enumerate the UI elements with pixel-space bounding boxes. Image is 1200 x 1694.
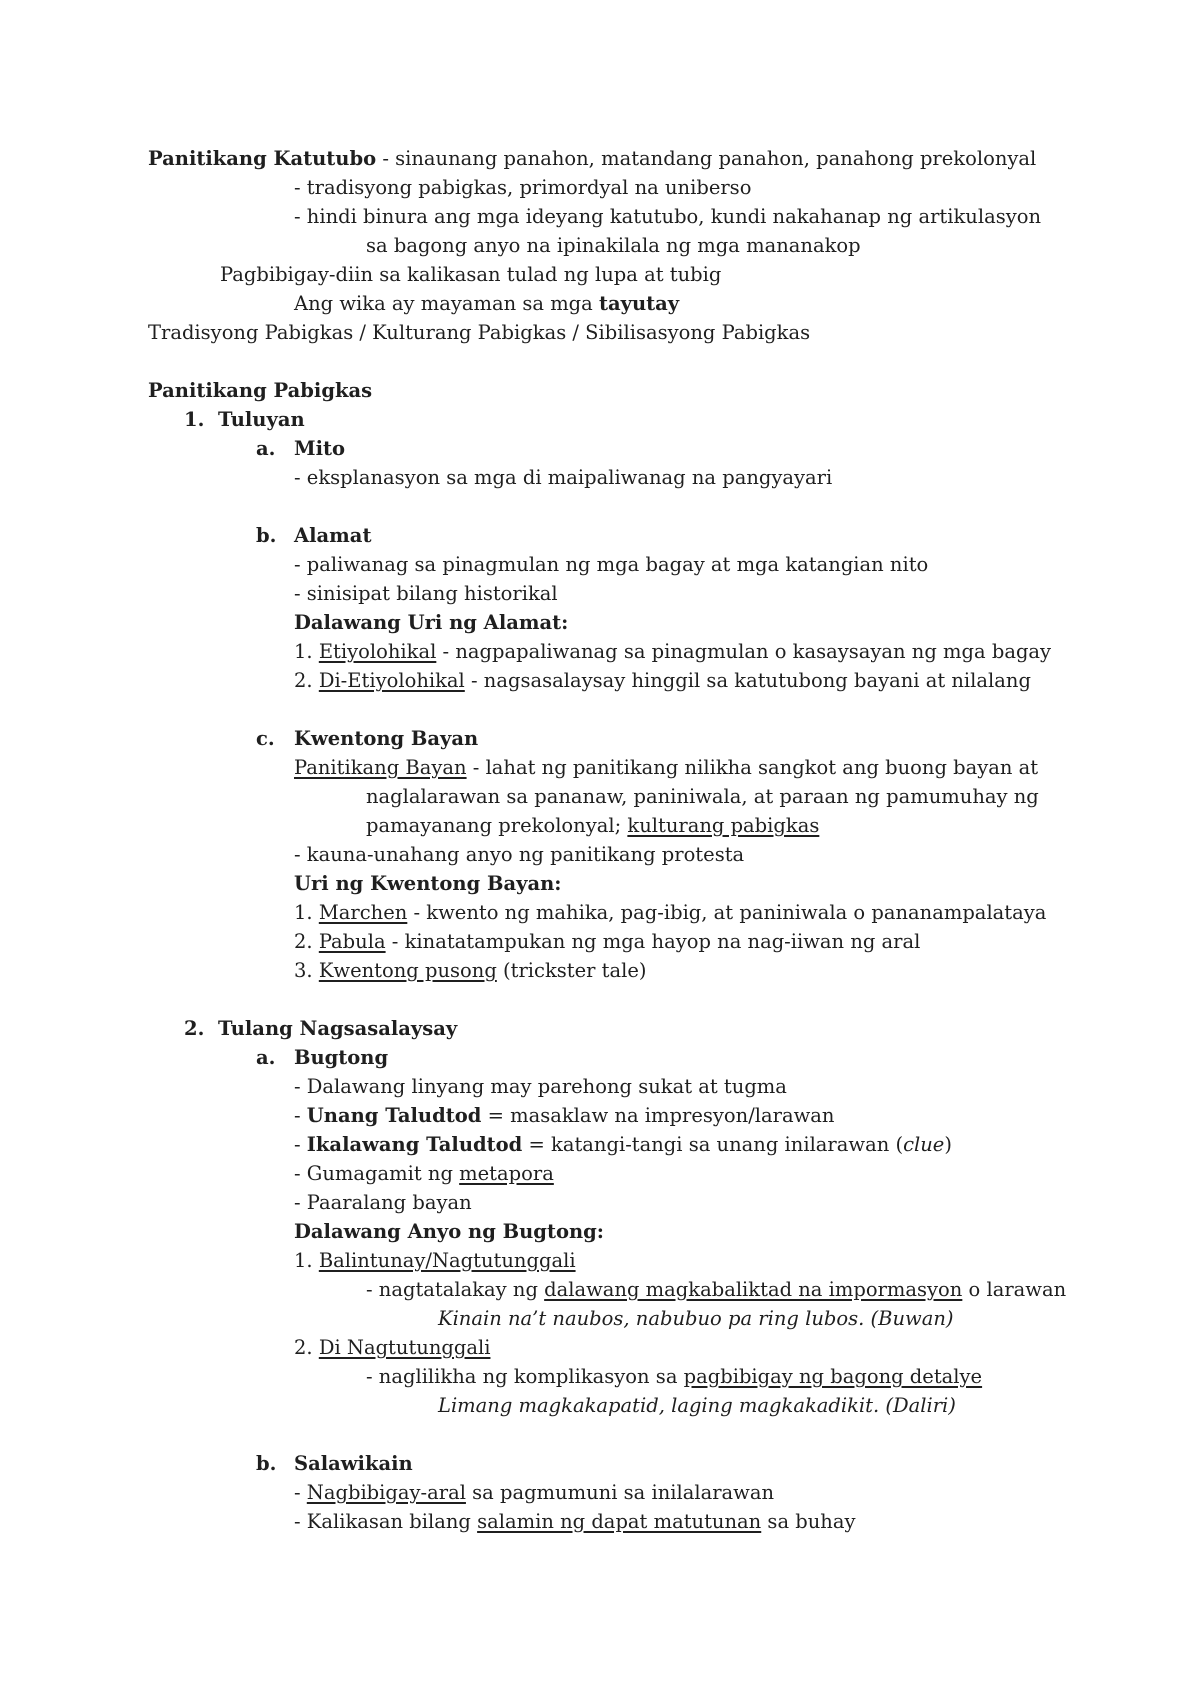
- bugtong-metapora: [294, 1162, 554, 1186]
- salawikain-desc-1: [294, 1481, 774, 1505]
- bugtong-anyo-2-num: 2.: [294, 1336, 313, 1359]
- bugtong-anyo-2-prefix: - naglilikha ng komplikasyon sa: [366, 1365, 684, 1388]
- intro-title-desc: - sinaunang panahon, matandang panahon, panahong prekolonyal: [382, 147, 1037, 170]
- alamat-type-2-name: Di-Etiyolohikal: [318, 669, 465, 692]
- kwentong-bayan-type-1: [294, 901, 1046, 925]
- bugtong-ikalawang-clue: clue: [903, 1133, 945, 1156]
- alamat-type-1-desc: - nagpapaliwanag sa pinagmulan o kasaysayan ng mga bagay: [436, 640, 1052, 663]
- kwentong-bayan-letter: c.: [256, 727, 275, 750]
- intro-bullet-2-cont: sa bagong anyo na ipinakilala ng mga mananakop: [366, 234, 861, 257]
- bugtong-anyo-1-prefix: - nagtatalakay ng: [366, 1278, 545, 1301]
- kwentong-bayan-type-3-num: 3.: [294, 959, 313, 982]
- intro-bullet-2: - hindi binura ang mga ideyang katutubo, kundi nakahanap ng artikulasyon: [294, 205, 1042, 228]
- bugtong-anyo-1-example: Kinain na’t naubos, nabubuo pa ring lubos. (Buwan): [438, 1307, 954, 1330]
- bugtong-anyo-2: [294, 1336, 490, 1360]
- bugtong-anyo-1-desc: [366, 1278, 1066, 1302]
- bugtong-anyo-1-name: Balintunay/Nagtutunggali: [318, 1249, 576, 1272]
- bugtong-anyo-2-desc: [366, 1365, 982, 1389]
- salawikain-desc-1-suffix: sa pagmumuni sa inilalarawan: [465, 1481, 775, 1504]
- panitikang-bayan-desc: - lahat ng panitikang nilikha sangkot ang buong bayan at: [466, 756, 1039, 779]
- salawikain-letter: b.: [256, 1452, 277, 1475]
- kwentong-bayan-type-3-desc: (trickster tale): [496, 959, 647, 982]
- panitikang-bayan-line: [294, 756, 1038, 780]
- alamat-desc-2: - sinisipat bilang historikal: [294, 582, 558, 605]
- bugtong-anyo-1-suffix: o larawan: [962, 1278, 1067, 1301]
- salawikain-desc-2-term: salamin ng dapat matutunan: [477, 1510, 762, 1533]
- bugtong-anyo-1-term: dalawang magkabaliktad na impormasyon: [544, 1278, 963, 1301]
- bugtong-ikalawang-dash: -: [294, 1133, 307, 1156]
- intro-title: Panitikang Katutubo: [148, 147, 377, 170]
- salawikain-desc-2: [294, 1510, 856, 1534]
- alamat-type-2-num: 2.: [294, 669, 313, 692]
- kwentong-bayan-type-2-name: Pabula: [318, 930, 386, 953]
- salawikain-heading: [256, 1452, 413, 1476]
- kwentong-bayan-type-2-desc: - kinatatampukan ng mga hayop na nag-iiwan ng aral: [385, 930, 921, 953]
- alamat-type-2: [294, 669, 1031, 693]
- bugtong-metapora-term: metapora: [459, 1162, 554, 1185]
- bugtong-ikalawang: [294, 1133, 952, 1157]
- kwentong-bayan-type-1-name: Marchen: [318, 901, 408, 924]
- panitikang-bayan-term: Panitikang Bayan: [294, 756, 467, 779]
- kwentong-bayan-type-1-desc: - kwento ng mahika, pag-ibig, at paniniwala o pananampalataya: [407, 901, 1047, 924]
- salawikain-desc-2-suffix: sa buhay: [761, 1510, 856, 1533]
- kwentong-bayan-heading: [256, 727, 478, 751]
- mito-title: Mito: [294, 437, 346, 460]
- panitikang-bayan-cont-2: [366, 814, 819, 838]
- mito-letter: a.: [256, 437, 276, 460]
- bugtong-ikalawang-close: ): [944, 1133, 952, 1156]
- bugtong-anyo-2-example: Limang magkakapatid, laging magkakadikit. (Daliri): [438, 1394, 956, 1417]
- intro-emphasis: Pagbibigay-diin sa kalikasan tulad ng lupa at tubig: [220, 263, 722, 286]
- bugtong-anyo-2-name: Di Nagtutunggali: [318, 1336, 491, 1359]
- intro-bullet-1: - tradisyong pabigkas, primordyal na uniberso: [294, 176, 752, 199]
- bugtong-heading: [256, 1046, 388, 1070]
- salawikain-desc-1-term: Nagbibigay-aral: [306, 1481, 466, 1504]
- tulang-title: Tulang Nagsasalaysay: [218, 1017, 458, 1040]
- tuluyan-num: 1.: [184, 408, 205, 431]
- kwentong-bayan-type-2: [294, 930, 920, 954]
- tulang-heading: [184, 1017, 457, 1041]
- kwentong-bayan-desc: - kauna-unahang anyo ng panitikang protesta: [294, 843, 745, 866]
- bugtong-desc-1: - Dalawang linyang may parehong sukat at tugma: [294, 1075, 787, 1098]
- intro-line: [148, 147, 1036, 171]
- panitikang-bayan-cont-1: naglalarawan sa pananaw, paniniwala, at paraan ng pamumuhay ng: [366, 785, 1039, 808]
- alamat-type-1-num: 1.: [294, 640, 313, 663]
- kwentong-bayan-uri-heading: Uri ng Kwentong Bayan:: [294, 872, 562, 895]
- bugtong-letter: a.: [256, 1046, 276, 1069]
- kwentong-bayan-title: Kwentong Bayan: [294, 727, 479, 750]
- bugtong-ikalawang-term: Ikalawang Taludtod: [306, 1133, 523, 1156]
- intro-wika-prefix: Ang wika ay mayaman sa mga: [294, 292, 599, 315]
- intro-tradisyon: Tradisyong Pabigkas / Kulturang Pabigkas / Sibilisasyong Pabigkas: [148, 321, 811, 344]
- bugtong-anyo-1: [294, 1249, 576, 1273]
- intro-wika-bold: tayutay: [599, 292, 680, 315]
- alamat-type-1: [294, 640, 1051, 664]
- bugtong-paaralang: - Paaralang bayan: [294, 1191, 472, 1214]
- bugtong-metapora-prefix: - Gumagamit ng: [294, 1162, 460, 1185]
- bugtong-anyo-heading: Dalawang Anyo ng Bugtong:: [294, 1220, 604, 1243]
- alamat-uri-heading: Dalawang Uri ng Alamat:: [294, 611, 569, 634]
- bugtong-unang-dash: -: [294, 1104, 307, 1127]
- bugtong-anyo-1-num: 1.: [294, 1249, 313, 1272]
- alamat-desc-1: - paliwanag sa pinagmulan ng mga bagay at mga katangian nito: [294, 553, 929, 576]
- mito-heading: [256, 437, 345, 461]
- bugtong-unang: [294, 1104, 834, 1128]
- kwentong-bayan-type-3-name: Kwentong pusong: [318, 959, 497, 982]
- alamat-type-1-name: Etiyolohikal: [318, 640, 437, 663]
- mito-desc: - eksplanasyon sa mga di maipaliwanag na pangyayari: [294, 466, 833, 489]
- salawikain-title: Salawikain: [294, 1452, 413, 1475]
- alamat-heading: [256, 524, 371, 548]
- tulang-num: 2.: [184, 1017, 205, 1040]
- bugtong-title: Bugtong: [294, 1046, 389, 1069]
- alamat-type-2-desc: - nagsasalaysay hinggil sa katutubong bayani at nilalang: [464, 669, 1031, 692]
- bugtong-anyo-2-term: pagbibigay ng bagong detalye: [683, 1365, 983, 1388]
- kwentong-bayan-type-1-num: 1.: [294, 901, 313, 924]
- intro-wika: [294, 292, 679, 316]
- bugtong-unang-desc: = masaklaw na impresyon/larawan: [481, 1104, 835, 1127]
- kwentong-bayan-type-3: [294, 959, 647, 983]
- salawikain-desc-1-prefix: -: [294, 1481, 307, 1504]
- tuluyan-heading: [184, 408, 305, 432]
- bugtong-ikalawang-desc: = katangi-tangi sa unang inilarawan (: [522, 1133, 904, 1156]
- tuluyan-title: Tuluyan: [218, 408, 305, 431]
- bugtong-unang-term: Unang Taludtod: [306, 1104, 482, 1127]
- section-heading: Panitikang Pabigkas: [148, 379, 373, 402]
- panitikang-bayan-cont-2-prefix: pamayanang prekolonyal;: [366, 814, 628, 837]
- kulturang-pabigkas-term: kulturang pabigkas: [627, 814, 820, 837]
- kwentong-bayan-type-2-num: 2.: [294, 930, 313, 953]
- alamat-letter: b.: [256, 524, 277, 547]
- alamat-title: Alamat: [294, 524, 372, 547]
- salawikain-desc-2-prefix: - Kalikasan bilang: [294, 1510, 478, 1533]
